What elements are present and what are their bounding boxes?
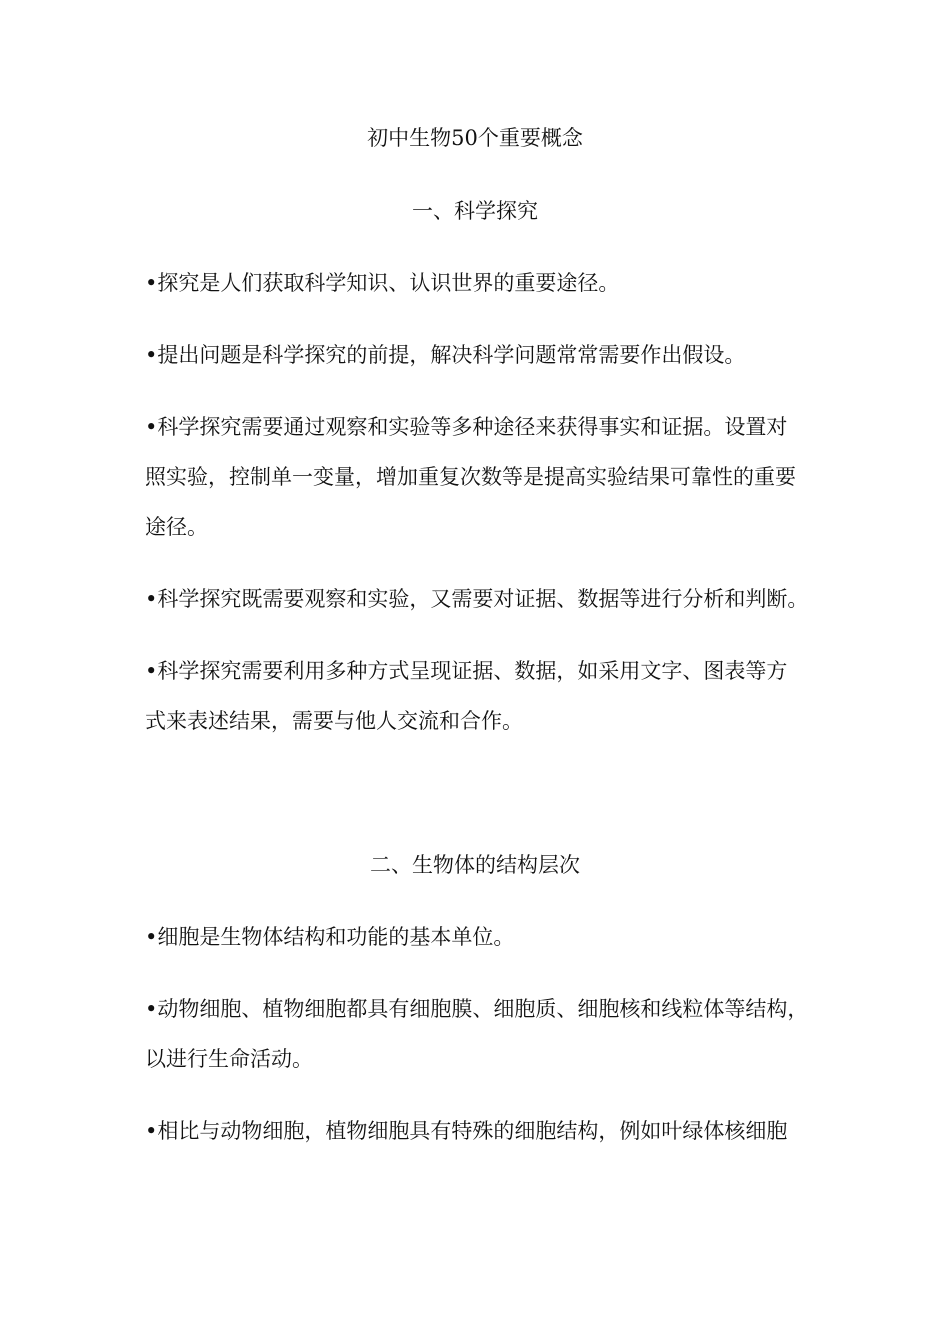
paragraph-structure-1 xyxy=(145,912,815,962)
paragraph-line: •科学探究需要利用多种方式呈现证据、数据，如采用文字、图表等方 xyxy=(145,659,788,683)
paragraph-line: 式来表述结果，需要与他人交流和合作。 xyxy=(145,709,523,733)
paragraph-line: 途径。 xyxy=(145,515,208,539)
paragraph-line: •细胞是生物体结构和功能的基本单位。 xyxy=(145,925,515,949)
paragraph-structure-2 xyxy=(145,984,815,1084)
paragraph-inquiry-4 xyxy=(145,574,815,624)
paragraph-line: 照实验，控制单一变量，增加重复次数等是提高实验结果可靠性的重要 xyxy=(145,465,796,489)
paragraph-line: •动物细胞、植物细胞都具有细胞膜、细胞质、细胞核和线粒体等结构， xyxy=(145,997,809,1021)
paragraph-inquiry-2 xyxy=(145,330,815,380)
paragraph-structure-3 xyxy=(145,1106,815,1156)
section-heading-scientific-inquiry: 一、科学探究 xyxy=(412,199,538,223)
paragraph-line: •科学探究需要通过观察和实验等多种途径来获得事实和证据。设置对 xyxy=(145,415,788,439)
section-heading-organism-structure: 二、生物体的结构层次 xyxy=(370,853,580,877)
paragraph-line: 以进行生命活动。 xyxy=(145,1047,313,1071)
paragraph-line: •探究是人们获取科学知识、认识世界的重要途径。 xyxy=(145,271,620,295)
document-title: 初中生物50个重要概念 xyxy=(367,126,583,150)
paragraph-line: •提出问题是科学探究的前提，解决科学问题常常需要作出假设。 xyxy=(145,343,746,367)
paragraph-inquiry-5 xyxy=(145,646,815,746)
paragraph-inquiry-1 xyxy=(145,258,815,308)
paragraph-line: •科学探究既需要观察和实验，又需要对证据、数据等进行分析和判断。 xyxy=(145,587,809,611)
paragraph-inquiry-3 xyxy=(145,402,815,552)
paragraph-line: •相比与动物细胞，植物细胞具有特殊的细胞结构，例如叶绿体核细胞 xyxy=(145,1119,788,1143)
